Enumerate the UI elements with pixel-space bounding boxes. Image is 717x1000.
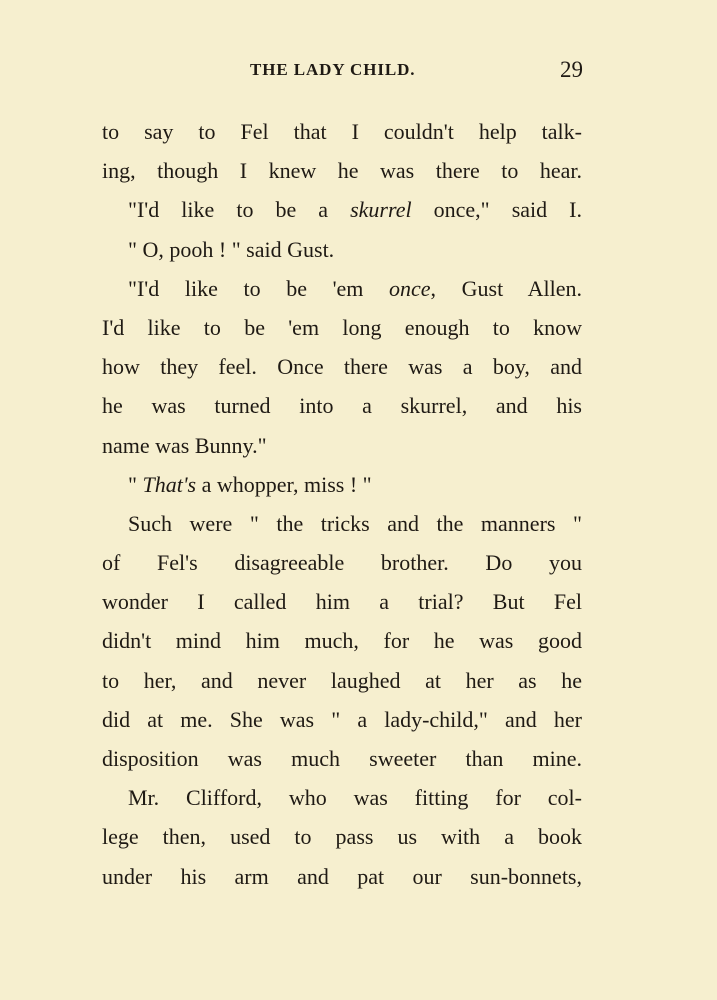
text-line: [102, 817, 582, 856]
text-segment: to say to Fel that I couldn't help talk-: [102, 119, 582, 144]
text-line: [102, 151, 582, 190]
body-text: [102, 112, 582, 896]
italic-text: once: [389, 275, 431, 301]
text-line: [102, 230, 582, 269]
text-line: [102, 661, 582, 700]
text-line: [102, 112, 582, 151]
text-line: [102, 347, 582, 386]
running-head: THE LADY CHILD.: [250, 60, 416, 79]
italic-text: That's: [142, 471, 197, 497]
text-segment: "I'd like to be 'em: [128, 275, 390, 301]
text-line: [102, 739, 582, 778]
text-segment: a whopper, miss ! ": [196, 471, 372, 497]
text-segment: ": [128, 471, 143, 497]
text-line: [102, 582, 582, 621]
text-line: [102, 778, 582, 817]
text-segment: didn't mind him much, for he was good: [102, 628, 582, 654]
text-segment: under his arm and pat our sun-bonnets,: [102, 863, 582, 889]
text-segment: name was Bunny.": [102, 432, 267, 458]
text-segment: Mr. Clifford, who was fitting for col-: [128, 785, 582, 811]
text-segment: Such were " the tricks and the manners ": [128, 510, 582, 536]
text-line: [102, 857, 582, 896]
text-segment: how they feel. Once there was a boy, and: [102, 354, 582, 380]
page-number: 29: [560, 57, 583, 82]
text-segment: he was turned into a skurrel, and his: [102, 393, 582, 419]
text-line: [102, 190, 582, 229]
text-segment: to her, and never laughed at her as he: [102, 667, 582, 693]
text-line: [102, 465, 582, 504]
text-segment: once," said I.: [411, 197, 582, 223]
text-segment: wonder I called him a trial? But Fel: [102, 589, 582, 615]
text-line: [102, 308, 582, 347]
italic-text: skurrel: [350, 197, 412, 223]
text-segment: of Fel's disagreeable brother. Do you: [102, 550, 582, 576]
text-line: [102, 426, 582, 465]
text-segment: I'd like to be 'em long enough to know: [102, 314, 582, 340]
text-line: [102, 269, 582, 308]
text-segment: disposition was much sweeter than mine.: [102, 746, 582, 771]
text-segment: did at me. She was " a lady-child," and her: [102, 706, 582, 732]
text-line: [102, 621, 582, 660]
text-segment: , Gust Allen.: [430, 275, 582, 301]
text-line: [102, 386, 582, 425]
text-segment: ing, though I knew he was there to hear.: [102, 158, 582, 184]
text-segment: " O, pooh ! " said Gust.: [128, 236, 335, 262]
text-line: [102, 700, 582, 739]
text-segment: "I'd like to be a: [128, 197, 351, 223]
text-line: [102, 504, 582, 543]
text-line: [102, 543, 582, 582]
text-segment: lege then, used to pass us with a book: [102, 824, 582, 850]
